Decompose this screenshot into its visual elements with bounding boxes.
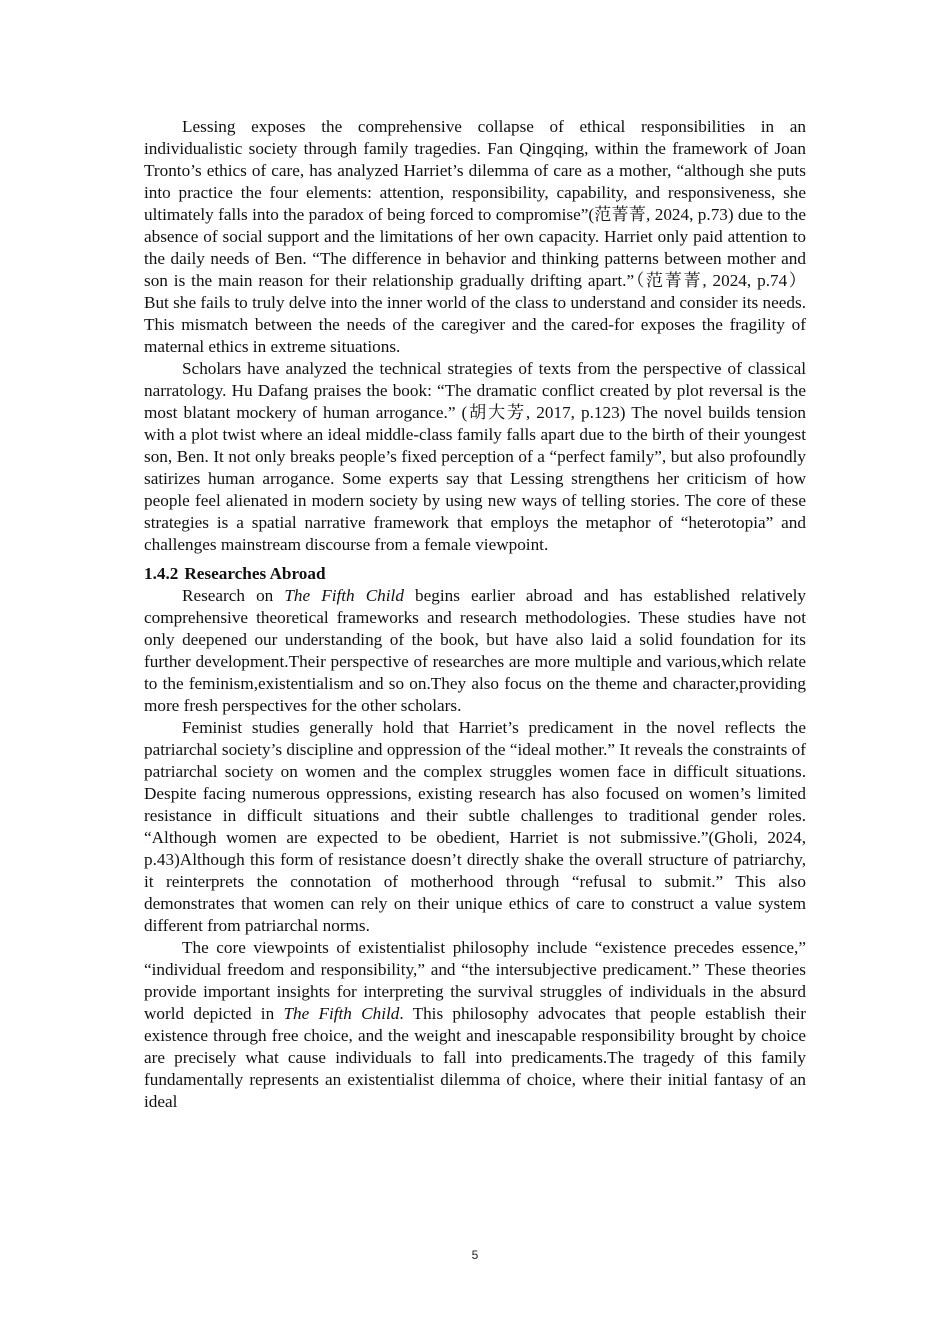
section-title: Researches Abroad bbox=[184, 564, 326, 583]
book-title: The Fifth Child bbox=[284, 586, 404, 605]
section-heading bbox=[144, 563, 806, 585]
paragraph-text: . This philosophy advocates that people establish their existence through free choice, and the weight and inescapable responsibility brought by choice are precisely what cause individuals to fall into predicaments.The tragedy of this family fundamentally represents an existentialist dilemma of choice, where their initial fantasy of an ideal bbox=[144, 1004, 807, 1111]
body-text-upper bbox=[144, 116, 806, 556]
paragraph-narratology bbox=[144, 358, 806, 556]
body-text-lower bbox=[144, 585, 806, 1113]
paragraph-text: Feminist studies generally hold that Harriet’s predicament in the novel reflects the patriarchal society’s discipline and oppression of the “ideal mother.” It reveals the constraints of patriarchal society on women and the complex struggles women face in difficult situations. Despite facing numerous oppressions, existing research has also focused on women’s limited resistance in difficult situations and their subtle challenges to traditional gender roles. “Although women are expected to be obedient, Harriet is not submissive.”(Gholi, 2024, p.43)Although this form of resistance doesn’t directly shake the overall structure of patriarchy, it reinterprets the connotation of motherhood through “refusal to submit.” This also demonstrates that women can rely on their unique ethics of care to construct a value system different from patriarchal norms. bbox=[144, 718, 806, 935]
paragraph-research-abroad bbox=[144, 585, 806, 717]
paragraph-existentialism bbox=[144, 937, 806, 1113]
paragraph-text: The core viewpoints of existentialist philosophy include “existence precedes essence,” “individual freedom and responsibility,” and “the intersubjective predicament.” These theories provide important insights for interpreting the survival struggles of individuals in the absurd world depicted in bbox=[144, 938, 806, 1023]
paragraph-care-ethics bbox=[144, 116, 806, 358]
paragraph-text: Scholars have analyzed the technical strategies of texts from the perspective of classical narratology. Hu Dafang praises the book: “The dramatic conflict created by plot reversal is the most blatant mockery of human arrogance.” (胡大芳, 2017, p.123) The novel builds tension with a plot twist where an ideal middle-class family falls apart due to the birth of their youngest son, Ben. It not only breaks people’s fixed perception of a “perfect family”, but also profoundly satirizes human arrogance. Some experts say that Lessing strengthens her criticism of how people feel alienated in modern society by using new ways of telling stories. The core of these strategies is a spatial narrative framework that employs the metaphor of “heterotopia” and challenges mainstream discourse from a female viewpoint. bbox=[144, 359, 806, 554]
document-page bbox=[144, 116, 806, 1113]
paragraph-text: begins earlier abroad and has established relatively comprehensive theoretical frameworks and research methodologies. These studies have not only deepened our understanding of the book, but have also laid a solid foundation for its further development.Their perspective of researches are more multiple and various,which relate to the feminism,existentialism and so on.They also focus on the theme and character,providing more fresh perspectives for the other scholars. bbox=[144, 586, 807, 715]
book-title: The Fifth Child bbox=[283, 1004, 400, 1023]
paragraph-text: Lessing exposes the comprehensive collapse of ethical responsibilities in an individualistic society through family tragedies. Fan Qingqing, within the framework of Joan Tronto’s ethics of care, has analyzed Harriet’s dilemma of care as a mother, “although she puts into practice the four elements: attention, responsibility, capability, and responsiveness, she ultimately falls into the paradox of being forced to compromise”(范菁菁, 2024, p.73) due to the absence of social support and the limitations of her own capacity. Harriet only paid attention to the daily needs of Ben. “The difference in behavior and thinking patterns between mother and son is the main reason for their relationship gradually drifting apart.”（范菁菁, 2024, p.74） But she fails to truly delve into the inner world of the class to understand and consider its needs. This mismatch between the needs of the caregiver and the cared-for exposes the fragility of maternal ethics in extreme situations. bbox=[144, 117, 806, 356]
page-number: 5 bbox=[471, 1248, 479, 1262]
paragraph-feminist-studies bbox=[144, 717, 806, 937]
section-number: 1.4.2 bbox=[144, 564, 179, 583]
paragraph-text: Research on bbox=[182, 586, 285, 605]
